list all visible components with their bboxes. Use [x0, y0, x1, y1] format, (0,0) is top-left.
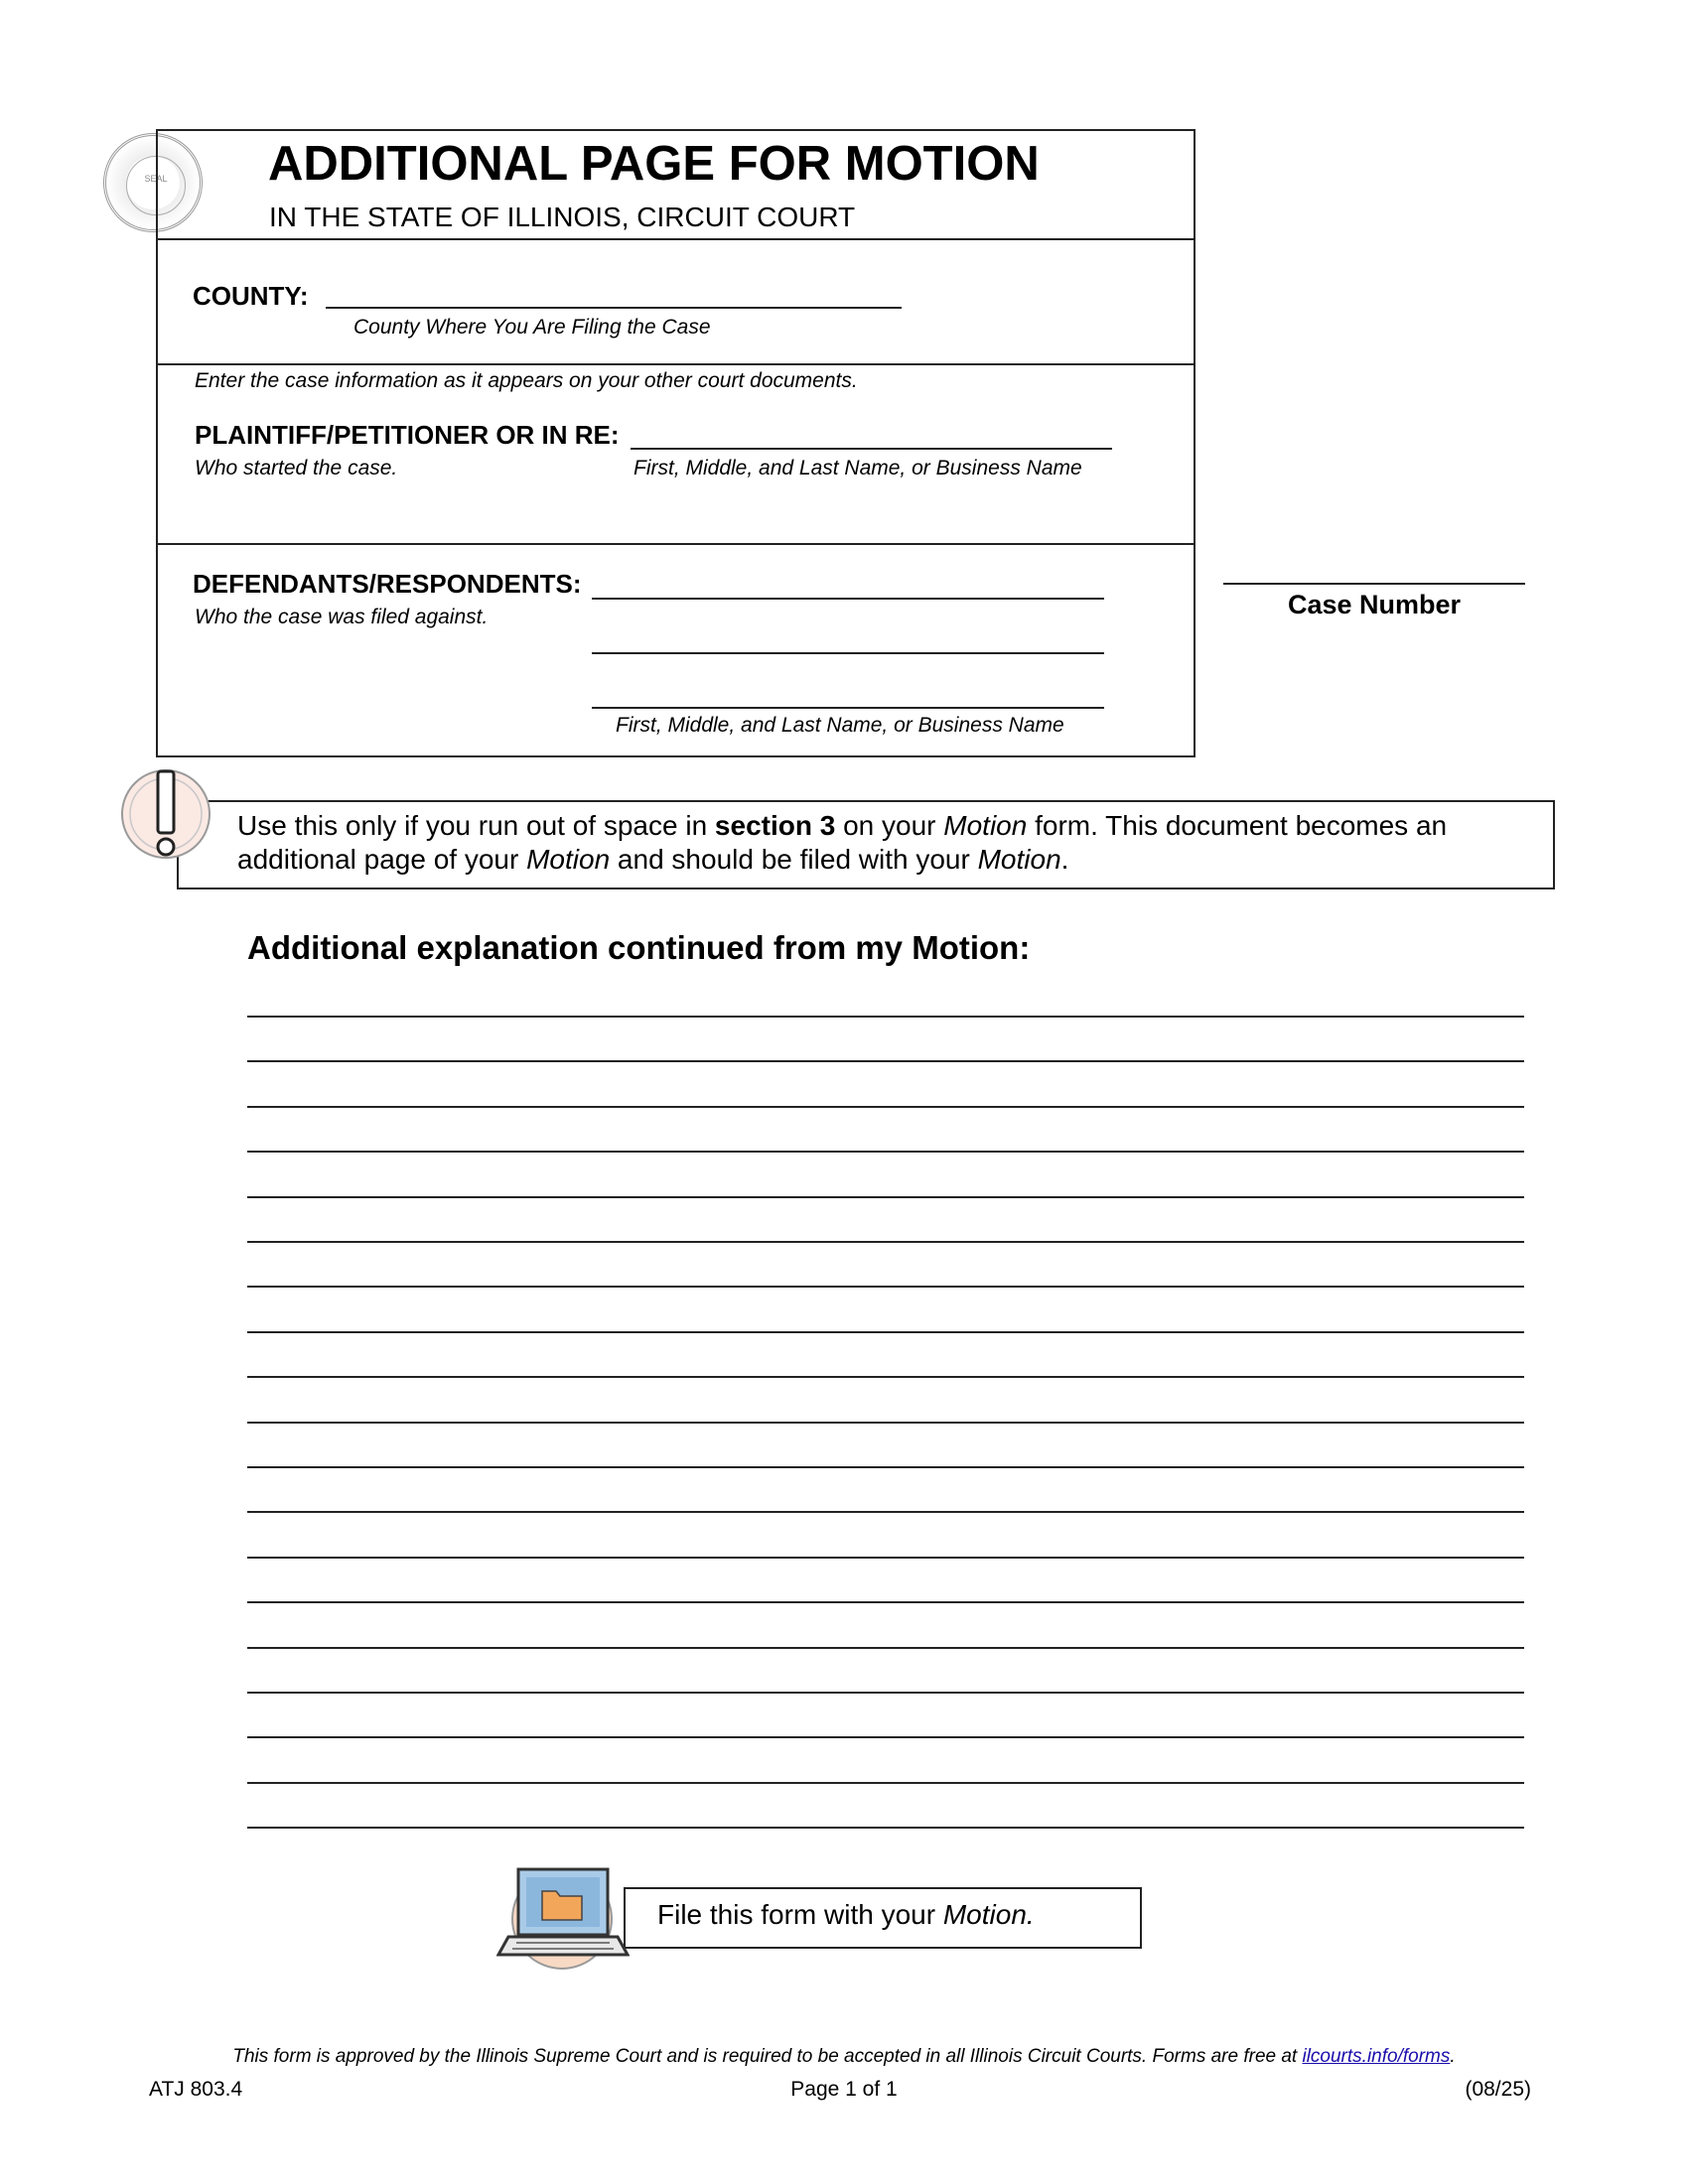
writing-line[interactable]	[247, 1241, 1524, 1243]
form-date: (08/25)	[1465, 2078, 1531, 2101]
writing-line[interactable]	[247, 1422, 1524, 1424]
writing-line[interactable]	[247, 1557, 1524, 1559]
page-title: ADDITIONAL PAGE FOR MOTION	[268, 137, 1040, 191]
footer-link-suffix: .	[1450, 2046, 1456, 2067]
defendant-input-3[interactable]	[592, 707, 1104, 709]
forms-link[interactable]: ilcourts.info/forms	[1302, 2046, 1451, 2067]
case-info-instruction: Enter the case information as it appears on your other court documents.	[195, 369, 858, 392]
explanation-heading: Additional explanation continued from my Motion:	[247, 929, 1031, 966]
writing-line[interactable]	[247, 1511, 1524, 1513]
seal-text: SEAL	[144, 174, 168, 184]
case-number-label: Case Number	[1287, 590, 1462, 619]
exclamation-icon	[119, 767, 212, 861]
plaintiff-name-hint: First, Middle, and Last Name, or Business Name	[633, 457, 1082, 479]
writing-line[interactable]	[247, 1736, 1524, 1738]
defendant-input-1[interactable]	[592, 598, 1104, 600]
county-box	[156, 238, 1196, 365]
file-text-italic: Motion.	[942, 1899, 1035, 1930]
county-input[interactable]	[326, 307, 902, 309]
writing-line[interactable]	[247, 1331, 1524, 1333]
writing-line[interactable]	[247, 1286, 1524, 1288]
notice-italic3: Motion	[977, 844, 1061, 875]
plaintiff-hint: Who started the case.	[195, 457, 398, 479]
plaintiff-input[interactable]	[631, 448, 1112, 450]
writing-line[interactable]	[247, 1692, 1524, 1694]
defendants-hint: Who the case was filed against.	[195, 606, 489, 628]
writing-line[interactable]	[247, 1782, 1524, 1784]
writing-line[interactable]	[247, 1601, 1524, 1603]
defendants-name-hint: First, Middle, and Last Name, or Business Name	[616, 714, 1064, 737]
page-number: Page 1 of 1	[790, 2078, 898, 2101]
file-text	[657, 1899, 1035, 1931]
form-id: ATJ 803.4	[149, 2078, 243, 2101]
writing-line[interactable]	[247, 1016, 1524, 1018]
notice-italic1: Motion	[943, 810, 1028, 841]
notice-part3: form. This document becomes an additional page of your	[237, 810, 1448, 875]
writing-line[interactable]	[247, 1196, 1524, 1198]
notice-italic2: Motion	[526, 844, 611, 875]
writing-line[interactable]	[247, 1060, 1524, 1062]
writing-line[interactable]	[247, 1376, 1524, 1378]
case-number-input[interactable]	[1223, 583, 1525, 585]
writing-line[interactable]	[247, 1647, 1524, 1649]
notice-text	[237, 809, 1528, 877]
defendant-input-2[interactable]	[592, 652, 1104, 654]
notice-bold: section 3	[714, 810, 836, 841]
notice-part5: .	[1060, 844, 1069, 875]
writing-line[interactable]	[247, 1466, 1524, 1468]
writing-line[interactable]	[247, 1106, 1524, 1108]
footer-approval-text: This form is approved by the Illinois Supreme Court and is required to be accepted in all Illinois Circuit Courts. Forms are free at	[232, 2046, 1303, 2067]
county-hint: County Where You Are Filing the Case	[353, 316, 711, 339]
notice-part4: and should be filed with your	[610, 844, 978, 875]
page-subtitle: IN THE STATE OF ILLINOIS, CIRCUIT COURT	[269, 202, 856, 232]
plaintiff-label: PLAINTIFF/PETITIONER OR IN RE:	[195, 420, 620, 450]
writing-line[interactable]	[247, 1151, 1524, 1153]
county-label: COUNTY:	[193, 281, 309, 311]
footer-approval	[0, 2046, 1688, 2068]
notice-part1: Use this only if you run out of space in	[237, 810, 715, 841]
file-text-main: File this form with your	[657, 1899, 943, 1930]
notice-part2: on your	[835, 810, 944, 841]
writing-line[interactable]	[247, 1827, 1524, 1829]
defendants-label: DEFENDANTS/RESPONDENTS:	[193, 569, 582, 599]
laptop-folder-icon	[496, 1863, 630, 1971]
